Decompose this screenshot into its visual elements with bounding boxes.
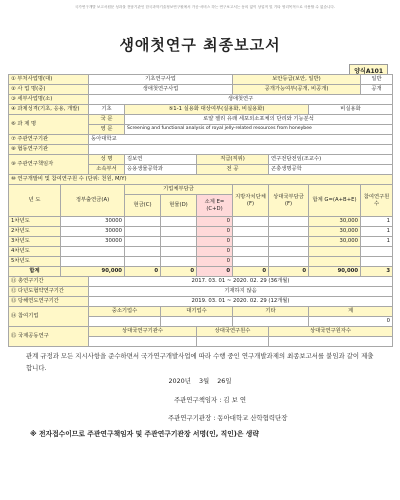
pi-major-header: 전 공 bbox=[197, 165, 269, 175]
budget-people: 1 bbox=[361, 237, 393, 247]
security-level-value: 일반 bbox=[361, 75, 393, 85]
date-month: 3월 bbox=[198, 377, 210, 385]
budget-sum-label: 합계 bbox=[9, 267, 61, 277]
budget-year: 5차년도 bbox=[9, 257, 61, 267]
budget-people: 1 bbox=[361, 217, 393, 227]
budget-total: 30,000 bbox=[309, 227, 361, 237]
row-ministry-program bbox=[9, 75, 393, 85]
large-count-header: 대기업수 bbox=[161, 307, 233, 317]
budget-section-title: ⑩ 연구개발비 및 참여연구원 수 (단위: 천원, M/Y) bbox=[9, 175, 393, 185]
budget-inkind bbox=[161, 227, 197, 237]
budget-sum-cash: 0 bbox=[125, 267, 161, 277]
project-type-label: ④ 과제성격(기초, 응용, 개발) bbox=[9, 105, 89, 115]
budget-row bbox=[9, 237, 393, 247]
submission-statement: 관계 규정과 모든 지시사항을 준수하면서 국가연구개발사업에 따라 수행 중인 연구개발과제의 최종보고서를 붙임과 같이 제출 합니다. bbox=[26, 352, 374, 372]
budget-people-header: 참여연구원수 bbox=[361, 185, 393, 217]
budget-header-top bbox=[9, 185, 393, 195]
budget-local-header: 지방자치단체(F) bbox=[233, 185, 269, 217]
electronic-submission-note: ※ 전자접수이므로 주관연구책임자 및 주관연구기관장 서명(인, 직인)은 생략 bbox=[30, 430, 259, 438]
intl-institution-value bbox=[89, 337, 197, 347]
total-period-value: 2017. 03. 01 ~ 2020. 02. 29 (36개월) bbox=[89, 277, 393, 287]
row-companies-header bbox=[9, 307, 393, 317]
budget-subtotal: 0 bbox=[197, 247, 233, 257]
budget-inkind bbox=[161, 217, 197, 227]
report-form-table bbox=[8, 74, 393, 347]
row-total-period bbox=[9, 277, 393, 287]
company-total-value: 0 bbox=[309, 317, 393, 327]
pi-signature-line: 주관연구책임자 : 김 보 연 bbox=[174, 396, 247, 404]
budget-inkind bbox=[161, 257, 197, 267]
pi-dept-value: 응용생물공학과 bbox=[125, 165, 197, 175]
budget-cash bbox=[125, 247, 161, 257]
pi-rank-header: 직급(직위) bbox=[197, 155, 269, 165]
budget-other bbox=[269, 217, 309, 227]
pi-rank-value: 연구전담전임(조교수) bbox=[269, 155, 393, 165]
budget-year-header: 년 도 bbox=[9, 185, 61, 217]
commercialization-value: 비실용화 bbox=[309, 105, 393, 115]
ministry-program-value: 기초연구사업 bbox=[89, 75, 233, 85]
budget-corp-header: 기업체부담금 bbox=[125, 185, 233, 195]
pi-name-value: 김보연 bbox=[125, 155, 197, 165]
budget-subtotal: 0 bbox=[197, 227, 233, 237]
budget-year: 2차년도 bbox=[9, 227, 61, 237]
ministry-program-label: ① 부처사업명(대) bbox=[9, 75, 89, 85]
sub-program-value: 생애첫연구 bbox=[89, 95, 393, 105]
multiyear-period-value: 기재하지 않음 bbox=[89, 287, 393, 297]
intl-participant-value bbox=[269, 337, 393, 347]
budget-inkind bbox=[161, 247, 197, 257]
budget-row bbox=[9, 217, 393, 227]
intl-research-label: ⑮ 국제공동연구 bbox=[9, 327, 89, 347]
budget-other bbox=[269, 257, 309, 267]
public-availability-label: 공개가능여부(공개, 비공개) bbox=[233, 85, 361, 95]
budget-subtotal-header: 소계 E=(C+D) bbox=[197, 195, 233, 217]
budget-local bbox=[233, 217, 269, 227]
budget-sum-total: 90,000 bbox=[309, 267, 361, 277]
intl-researcher-header: 상대국연구원수 bbox=[197, 327, 269, 337]
budget-subtotal: 0 bbox=[197, 257, 233, 267]
pi-label: ⑨ 주관연구책임자 bbox=[9, 155, 89, 175]
partner-institution-label: ⑧ 협동연구기관 bbox=[9, 145, 89, 155]
budget-cash bbox=[125, 257, 161, 267]
intl-researcher-value bbox=[197, 337, 269, 347]
sme-count-header: 중소기업수 bbox=[89, 307, 161, 317]
copyright-notice: 국가연구개발 보고서원문 성과물 전담기관인 한국과학기술정보연구원에서 가공·서비스 하는 연구보고서는 동의 없이 상업적 및 기타 영리목적으로 사용할 수 없습니다. bbox=[74, 5, 336, 9]
budget-sum-people: 3 bbox=[361, 267, 393, 277]
project-title-label: ⑥ 과 제 명 bbox=[9, 115, 89, 135]
row-pi-name bbox=[9, 155, 393, 165]
date-day: 26일 bbox=[217, 377, 232, 385]
pi-name-header: 성 명 bbox=[89, 155, 125, 165]
large-count-value bbox=[161, 317, 233, 327]
budget-cash bbox=[125, 217, 161, 227]
current-period-value: 2019. 03. 01 ~ 2020. 02. 29 (12개월) bbox=[89, 297, 393, 307]
budget-local bbox=[233, 247, 269, 257]
sub-program-label: ③ 세부사업명(소) bbox=[9, 95, 89, 105]
companies-label: ⑭ 참여기업 bbox=[9, 307, 89, 327]
budget-gov bbox=[61, 247, 125, 257]
lead-institution-label: ⑦ 주관연구기관 bbox=[9, 135, 89, 145]
budget-sum-inkind: 0 bbox=[161, 267, 197, 277]
partner-institution-value bbox=[89, 145, 393, 155]
sme-count-value bbox=[89, 317, 161, 327]
date-year: 2020년 bbox=[168, 377, 191, 385]
budget-gov bbox=[61, 257, 125, 267]
title-en-value: Screening and functional analysis of royal jelly-related resources from honeybee bbox=[125, 125, 393, 135]
budget-other bbox=[269, 227, 309, 237]
security-level-label: 보안등급(보안, 일반) bbox=[233, 75, 361, 85]
budget-row bbox=[9, 257, 393, 267]
multiyear-period-label: ⑫ 다년도협약연구기간 bbox=[9, 287, 89, 297]
row-multiyear-period bbox=[9, 287, 393, 297]
budget-subtotal: 0 bbox=[197, 217, 233, 227]
title-ko-value: 로얄 젤리 유래 세포외소포체의 단리와 기능분석 bbox=[125, 115, 393, 125]
intl-institution-header: 상대국연구기관수 bbox=[89, 327, 197, 337]
budget-gov: 30000 bbox=[61, 217, 125, 227]
budget-cash bbox=[125, 237, 161, 247]
intl-participant-header: 상대국연구원자수 bbox=[269, 327, 393, 337]
row-project-type bbox=[9, 105, 393, 115]
public-availability-value: 공개 bbox=[361, 85, 393, 95]
pi-major-value: 곤충생명공학 bbox=[269, 165, 393, 175]
company-total-header: 계 bbox=[309, 307, 393, 317]
budget-other bbox=[269, 237, 309, 247]
submission-date bbox=[0, 376, 400, 385]
budget-sum-subtotal: 0 bbox=[197, 267, 233, 277]
institution-head-signature-line: 주관연구기관장 : 동아대학교 산학협력단장 bbox=[168, 414, 288, 422]
pi-dept-header: 소속부서 bbox=[89, 165, 125, 175]
row-partner-institution bbox=[9, 145, 393, 155]
budget-subtotal: 0 bbox=[197, 237, 233, 247]
budget-people bbox=[361, 247, 393, 257]
budget-sum-row bbox=[9, 267, 393, 277]
project-type-value: 기초 bbox=[89, 105, 125, 115]
budget-total bbox=[309, 247, 361, 257]
other-count-header: 기타 bbox=[233, 307, 309, 317]
budget-people bbox=[361, 257, 393, 267]
other-count-value bbox=[233, 317, 309, 327]
form-number-badge: 양식A101 bbox=[349, 64, 388, 77]
budget-sum-other: 0 bbox=[269, 267, 309, 277]
row-intl-header bbox=[9, 327, 393, 337]
budget-year: 4차년도 bbox=[9, 247, 61, 257]
budget-other-header: 상대국부담금(F) bbox=[269, 185, 309, 217]
commercialization-label: ⑤1-1 실용화 대상여부(실용화, 비실용화) bbox=[125, 105, 309, 115]
current-period-label: ⑬ 당해연도연구기간 bbox=[9, 297, 89, 307]
total-period-label: ⑪ 총연구기간 bbox=[9, 277, 89, 287]
budget-local bbox=[233, 237, 269, 247]
row-budget-title bbox=[9, 175, 393, 185]
budget-sum-gov: 90,000 bbox=[61, 267, 125, 277]
title-ko-label: 국 문 bbox=[89, 115, 125, 125]
page-title: 생애첫연구 최종보고서 bbox=[119, 36, 281, 54]
budget-inkind bbox=[161, 237, 197, 247]
budget-local bbox=[233, 257, 269, 267]
row-project-title-ko bbox=[9, 115, 393, 125]
budget-year: 3차년도 bbox=[9, 237, 61, 247]
program-name-label: ② 사 업 명(중) bbox=[9, 85, 89, 95]
budget-cash-header: 현금(C) bbox=[125, 195, 161, 217]
budget-total: 30,000 bbox=[309, 237, 361, 247]
lead-institution-value: 동아대학교 bbox=[89, 135, 393, 145]
budget-total-header: 합계 G=(A+B+E) bbox=[309, 185, 361, 217]
budget-people: 1 bbox=[361, 227, 393, 237]
budget-row bbox=[9, 227, 393, 237]
budget-gov-header: 정부출연금(A) bbox=[61, 185, 125, 217]
budget-cash bbox=[125, 227, 161, 237]
budget-other bbox=[269, 247, 309, 257]
row-lead-institution bbox=[9, 135, 393, 145]
program-name-value: 생애첫연구사업 bbox=[89, 85, 233, 95]
budget-local bbox=[233, 227, 269, 237]
budget-sum-local: 0 bbox=[233, 267, 269, 277]
budget-gov: 30000 bbox=[61, 227, 125, 237]
budget-row bbox=[9, 247, 393, 257]
row-sub-program bbox=[9, 95, 393, 105]
budget-gov: 30000 bbox=[61, 237, 125, 247]
budget-total: 30,000 bbox=[309, 217, 361, 227]
budget-inkind-header: 현물(D) bbox=[161, 195, 197, 217]
row-current-period bbox=[9, 297, 393, 307]
title-en-label: 영 문 bbox=[89, 125, 125, 135]
budget-year: 1차년도 bbox=[9, 217, 61, 227]
budget-total bbox=[309, 257, 361, 267]
row-program-name bbox=[9, 85, 393, 95]
